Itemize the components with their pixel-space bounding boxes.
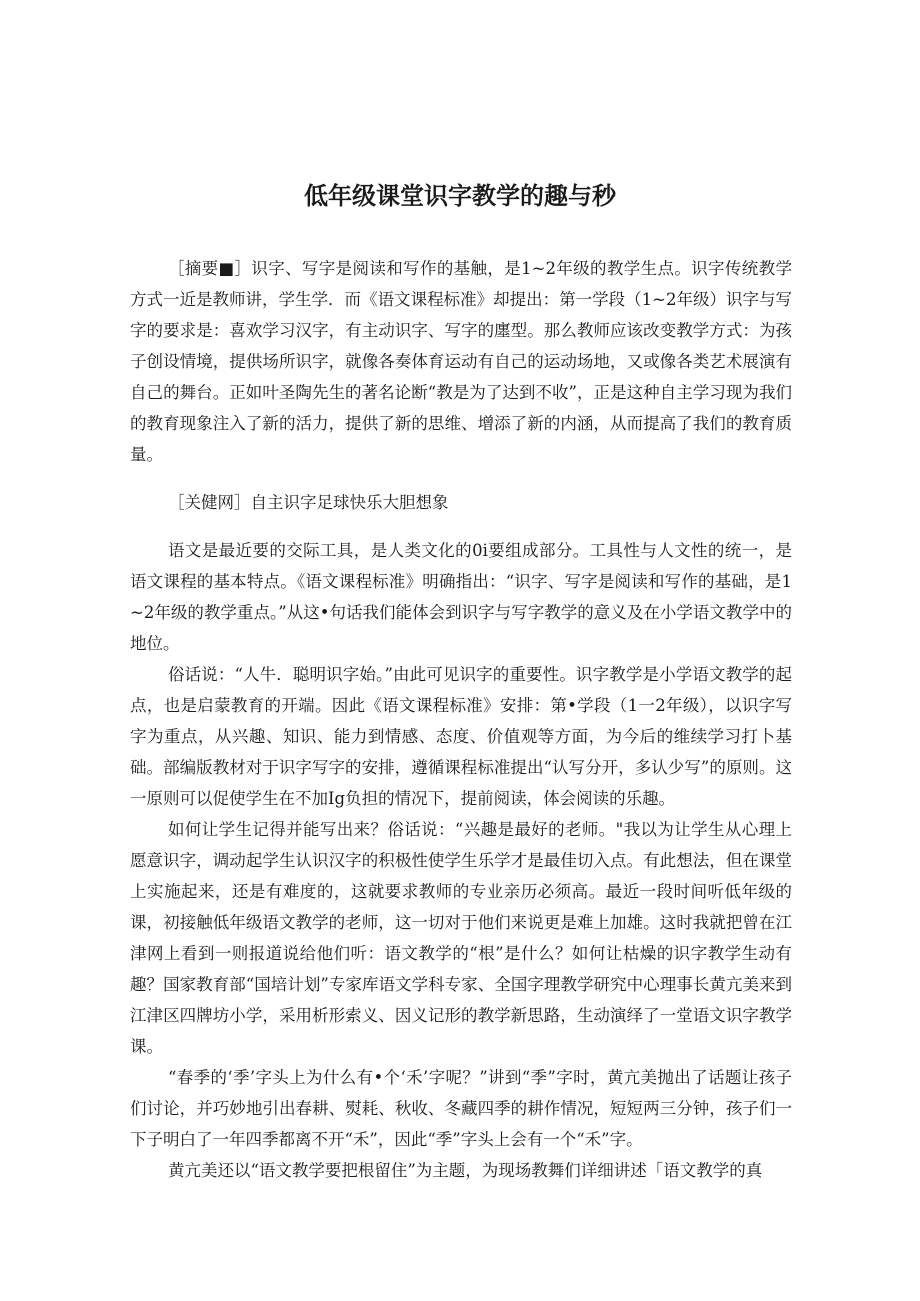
body-paragraph-1: 语文是最近要的交际工具，是人类文化的0i要组成部分。工具性与人文性的统一，是语文课程的基本特点。《语文课程标准》明确指出：“识字、写字是阅读和写作的基础，是1~2年级的教学重点。”从这•句话我们能体会到识字与写字教学的意义及在小学语文教学中的地位。: [130, 541, 792, 653]
abstract-paragraph: [130, 253, 792, 470]
abstract-text: 识字、写字是阅读和写作的基触，是1~2年级的教学生点。识字传统教学方式一近是教师讲，学生学．而《语文课程标准》却提出：第一学段（1~2年级）识字与写字的要求是：喜欢学习汉字，有主动识字、写字的廛型。那么教师应该改变教学方式：为孩子创设情境，提供场所识字，就像各奏体育运动有自己的运动场地，又或像各类艺术展演有自己的舞台。正如叶圣陶先生的著名论断“教是为了达到不收”，正是这种自主学习现为我们的教育现象注入了新的活力，提供了新的思维、增添了新的内涵，从而提高了我们的教育质量。: [130, 259, 792, 464]
keywords-label: ［关健网］: [167, 493, 251, 512]
keywords-section: [130, 487, 792, 518]
body-paragraph-2: 俗话说：“人牛．聪明识字始。”由此可见识字的重要性。识字教学是小学语文教学的起点，也是启蒙教育的开端。因此《语文课程标准》安排：第•学段（1一2年级），以识字写字为重点，从兴趣、知识、能力到情感、态度、价值观等方面，为今后的维续学习打卜基础。部编版教材对于识字写字的安排，遵循课程标准提出“认写分开，多认少写”的原则。这一原则可以促使学生在不加Ig负担的情况下，提前阅读，体会阅读的乐趣。: [130, 665, 792, 808]
body-paragraph-4: “春季的‘季’字头上为什么有•个‘禾’字呢？”讲到“季”字时，黄亢美抛出了话题让孩子们讨论，并巧妙地引出春耕、熨耗、秋收、冬藏四季的耕作情况，短短两三分钟，孩子们一下子明白了一年四季都离不开“禾”，因此“季”字头上会有一个“禾”字。: [130, 1068, 792, 1149]
body-paragraph-5: 黄亢美还以“语文教学要把根留住”为主题，为现场教舞们详细讲述「语文教学的真: [167, 1161, 763, 1180]
abstract-section: [130, 253, 792, 470]
keywords-paragraph: [130, 487, 792, 518]
body-paragraph-3: 如何让学生记得并能写出来？俗话说：“兴趣是最好的老师。"我以为让学生从心理上愿意识字，调动起学生认识汉字的积极性使学生乐学才是最佳切入点。有此想法，但在课堂上实施起来，还是有难度的，这就要求教师的专业亲历必须高。最近一段时间听低年级的课，初接触低年级语文教学的老师，这一切对于他们来说更是难上加雄。这时我就把曾在江津网上看到一则报道说给他们听：语文教学的“根”是什么？如何让枯燥的识字教学生动有趣？国家教育部“国培计划”专家库语文学科专家、全国字理教学研究中心理事长黄亢美来到江津区四牌坊小学，采用析形索义、因义记形的教学新思路，生动演绎了一堂语文识字教学课。: [130, 820, 792, 1056]
abstract-label: ［摘要■］: [167, 259, 252, 278]
document-title: 低年级课堂识字教学的趣与秒: [304, 182, 616, 210]
main-body: [130, 535, 792, 1186]
keywords-text: 自主识字足球快乐大胆想象: [250, 493, 449, 512]
